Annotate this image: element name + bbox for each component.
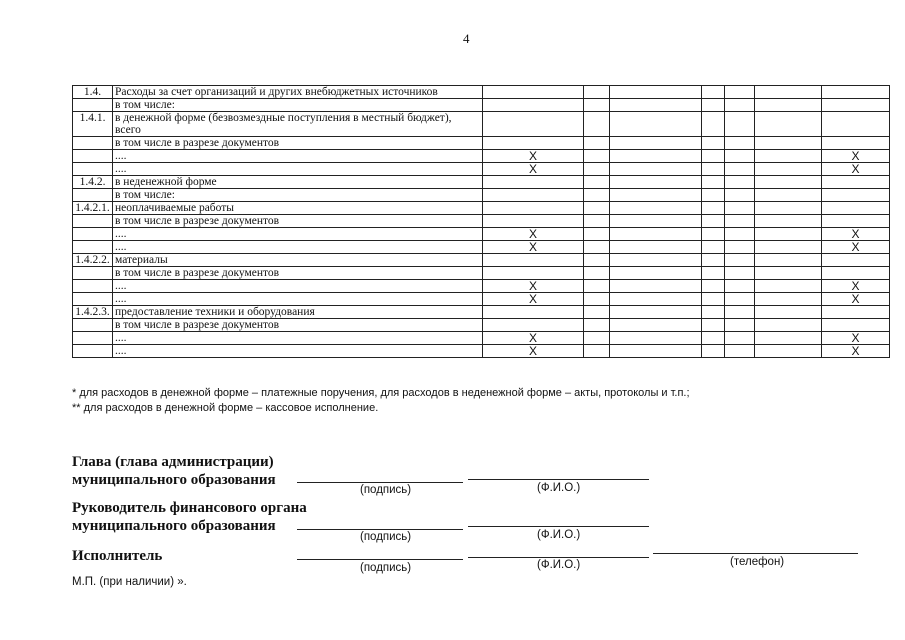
table-row (73, 345, 890, 358)
row-text: .... (113, 293, 483, 306)
table-cell (725, 319, 755, 332)
table-cell (725, 345, 755, 358)
table-cell (822, 267, 890, 280)
table-cell (584, 202, 610, 215)
row-text: .... (113, 241, 483, 254)
table-row (73, 86, 890, 99)
row-text: в том числе: (113, 99, 483, 112)
x-mark: X (483, 150, 584, 163)
row-text: Расходы за счет организаций и других внебюджетных источников (113, 86, 483, 99)
table-cell (584, 254, 610, 267)
table-cell (610, 163, 702, 176)
finance-name-line (468, 526, 649, 527)
table-cell (755, 163, 822, 176)
table-cell (755, 332, 822, 345)
table-cell (610, 345, 702, 358)
table-row (73, 202, 890, 215)
executor-name-caption: (Ф.И.О.) (537, 559, 581, 571)
table-cell (755, 99, 822, 112)
table-cell (610, 215, 702, 228)
table-cell (702, 189, 725, 202)
table-cell (725, 163, 755, 176)
table-cell (702, 293, 725, 306)
row-text: в том числе в разрезе документов (113, 319, 483, 332)
table-cell (610, 241, 702, 254)
table-cell (702, 228, 725, 241)
row-number (73, 332, 113, 345)
table-cell (483, 137, 584, 150)
table-row (73, 137, 890, 150)
table-cell (725, 150, 755, 163)
x-mark: X (822, 345, 890, 358)
table-cell (483, 267, 584, 280)
table-cell (755, 319, 822, 332)
finance-label (72, 499, 307, 535)
table-cell (584, 137, 610, 150)
table-cell (610, 176, 702, 189)
table-cell (755, 176, 822, 189)
table-cell (725, 202, 755, 215)
row-number (73, 345, 113, 358)
table-cell (483, 319, 584, 332)
table-cell (702, 241, 725, 254)
table-row (73, 319, 890, 332)
table-row (73, 280, 890, 293)
head-signature-caption: (подпись) (360, 484, 412, 496)
table-row (73, 99, 890, 112)
row-text: .... (113, 228, 483, 241)
row-number (73, 137, 113, 150)
table-cell (483, 202, 584, 215)
table-cell (755, 86, 822, 99)
head-name-caption: (Ф.И.О.) (537, 482, 581, 494)
table-cell (755, 280, 822, 293)
table-cell (483, 189, 584, 202)
table-cell (610, 267, 702, 280)
footnote-2: ** для расходов в денежной форме – кассовое исполнение. (72, 402, 379, 414)
table-cell (755, 228, 822, 241)
row-text: неоплачиваемые работы (113, 202, 483, 215)
table-cell (725, 267, 755, 280)
table-cell (822, 137, 890, 150)
x-mark: X (483, 293, 584, 306)
table-cell (584, 86, 610, 99)
table-cell (822, 176, 890, 189)
table-cell (610, 150, 702, 163)
table-cell (610, 86, 702, 99)
table-cell (610, 332, 702, 345)
table-cell (822, 306, 890, 319)
table-cell (822, 189, 890, 202)
table-cell (584, 293, 610, 306)
row-text: в том числе в разрезе документов (113, 215, 483, 228)
table-cell (755, 267, 822, 280)
table-cell (725, 189, 755, 202)
table-cell (822, 202, 890, 215)
row-number: 1.4.2. (73, 176, 113, 189)
row-number (73, 150, 113, 163)
row-text: в неденежной форме (113, 176, 483, 189)
head-label-line2: муниципального образования (72, 472, 276, 488)
row-number: 1.4.2.3. (73, 306, 113, 319)
head-name-line (468, 479, 649, 480)
x-mark: X (483, 163, 584, 176)
table-cell (702, 345, 725, 358)
table-cell (483, 176, 584, 189)
table-row (73, 215, 890, 228)
x-mark: X (483, 345, 584, 358)
table-cell (725, 112, 755, 137)
table-row (73, 293, 890, 306)
row-text: в том числе в разрезе документов (113, 137, 483, 150)
row-text: .... (113, 150, 483, 163)
table-cell (755, 150, 822, 163)
x-mark: X (822, 332, 890, 345)
table-cell (755, 137, 822, 150)
row-number (73, 228, 113, 241)
table-cell (725, 293, 755, 306)
x-mark: X (483, 228, 584, 241)
table-row (73, 176, 890, 189)
table-cell (584, 189, 610, 202)
finance-signature-caption: (подпись) (360, 531, 412, 543)
table-cell (702, 163, 725, 176)
row-number (73, 189, 113, 202)
table-cell (584, 332, 610, 345)
table-cell (702, 202, 725, 215)
table-cell (702, 319, 725, 332)
table-cell (725, 280, 755, 293)
row-number (73, 267, 113, 280)
table-cell (725, 332, 755, 345)
row-text: в том числе в разрезе документов (113, 267, 483, 280)
row-number: 1.4.1. (73, 112, 113, 137)
table-cell (483, 254, 584, 267)
table-cell (755, 241, 822, 254)
row-text: предоставление техники и оборудования (113, 306, 483, 319)
row-text: .... (113, 345, 483, 358)
table-cell (584, 267, 610, 280)
table-cell (725, 306, 755, 319)
table-cell (822, 112, 890, 137)
row-number (73, 241, 113, 254)
row-number: 1.4. (73, 86, 113, 99)
finance-name-caption: (Ф.И.О.) (537, 529, 581, 541)
table-cell (483, 306, 584, 319)
table-cell (702, 150, 725, 163)
table-cell (755, 202, 822, 215)
x-mark: X (822, 228, 890, 241)
table-cell (584, 228, 610, 241)
table-cell (584, 112, 610, 137)
table-row (73, 189, 890, 202)
table-row (73, 150, 890, 163)
executor-signature-caption: (подпись) (360, 562, 412, 574)
table-cell (755, 189, 822, 202)
table-cell (702, 332, 725, 345)
table-cell (584, 306, 610, 319)
table-cell (610, 228, 702, 241)
table-cell (610, 202, 702, 215)
table-cell (610, 280, 702, 293)
table-cell (702, 176, 725, 189)
table-cell (610, 189, 702, 202)
table-cell (610, 254, 702, 267)
table-cell (755, 345, 822, 358)
row-number (73, 163, 113, 176)
x-mark: X (822, 150, 890, 163)
x-mark: X (822, 293, 890, 306)
x-mark: X (822, 163, 890, 176)
x-mark: X (483, 280, 584, 293)
row-text: .... (113, 332, 483, 345)
table-cell (610, 293, 702, 306)
table-cell (483, 112, 584, 137)
row-text: в денежной форме (безвозмездные поступления в местный бюджет), всего (113, 112, 483, 137)
table-cell (483, 86, 584, 99)
table-cell (725, 137, 755, 150)
table-cell (584, 280, 610, 293)
row-number: 1.4.2.1. (73, 202, 113, 215)
table-cell (584, 163, 610, 176)
table-cell (725, 86, 755, 99)
table-cell (584, 319, 610, 332)
table-row (73, 254, 890, 267)
row-number (73, 319, 113, 332)
table-cell (755, 215, 822, 228)
table-row (73, 163, 890, 176)
table-cell (755, 112, 822, 137)
row-text: .... (113, 280, 483, 293)
head-label (72, 453, 276, 489)
table-cell (610, 112, 702, 137)
table-row (73, 332, 890, 345)
table-cell (702, 306, 725, 319)
x-mark: X (483, 241, 584, 254)
table-row (73, 241, 890, 254)
table-cell (610, 306, 702, 319)
table-cell (702, 215, 725, 228)
row-text: материалы (113, 254, 483, 267)
table-cell (584, 345, 610, 358)
table-cell (725, 99, 755, 112)
head-label-line1: Глава (глава администрации) (72, 454, 274, 470)
executor-signature-line (297, 559, 463, 560)
table-cell (755, 293, 822, 306)
table-cell (725, 228, 755, 241)
table-row (73, 112, 890, 137)
table-cell (755, 254, 822, 267)
table-cell (822, 215, 890, 228)
table-cell (702, 254, 725, 267)
footnotes (72, 386, 690, 416)
x-mark: X (483, 332, 584, 345)
table-cell (584, 176, 610, 189)
row-number (73, 99, 113, 112)
table-cell (725, 241, 755, 254)
executor-name-line (468, 557, 649, 558)
table-cell (702, 280, 725, 293)
table-cell (584, 99, 610, 112)
page-number: 4 (463, 31, 470, 46)
table-row (73, 267, 890, 280)
executor-label: Исполнитель (72, 548, 163, 564)
table-cell (610, 99, 702, 112)
head-signature-line (297, 482, 463, 483)
table-cell (702, 86, 725, 99)
finance-label-line2: муниципального образования (72, 518, 276, 534)
row-number (73, 215, 113, 228)
table-cell (725, 176, 755, 189)
table-cell (584, 150, 610, 163)
executor-phone-caption: (телефон) (730, 556, 785, 568)
table-cell (702, 137, 725, 150)
footnote-1: * для расходов в денежной форме – платежные поручения, для расходов в неденежной форме – акты, протоколы и т.п.; (72, 387, 690, 399)
table-cell (725, 254, 755, 267)
finance-signature-line (297, 529, 463, 530)
row-number (73, 293, 113, 306)
table-cell (610, 137, 702, 150)
expense-table (72, 85, 890, 358)
table-row (73, 306, 890, 319)
x-mark: X (822, 241, 890, 254)
table-cell (822, 99, 890, 112)
table-cell (610, 319, 702, 332)
table-cell (702, 99, 725, 112)
table-cell (483, 215, 584, 228)
stamp-note: М.П. (при наличии) ». (72, 576, 187, 588)
table-cell (584, 241, 610, 254)
row-text: .... (113, 163, 483, 176)
finance-label-line1: Руководитель финансового органа (72, 500, 307, 516)
table-cell (702, 267, 725, 280)
table-cell (584, 215, 610, 228)
executor-phone-line (653, 553, 858, 554)
row-number (73, 280, 113, 293)
table-cell (483, 99, 584, 112)
row-number: 1.4.2.2. (73, 254, 113, 267)
table-cell (725, 215, 755, 228)
table-cell (822, 319, 890, 332)
table-cell (702, 112, 725, 137)
row-text: в том числе: (113, 189, 483, 202)
table-row (73, 228, 890, 241)
x-mark: X (822, 280, 890, 293)
table-cell (822, 86, 890, 99)
table-cell (822, 254, 890, 267)
table-cell (755, 306, 822, 319)
